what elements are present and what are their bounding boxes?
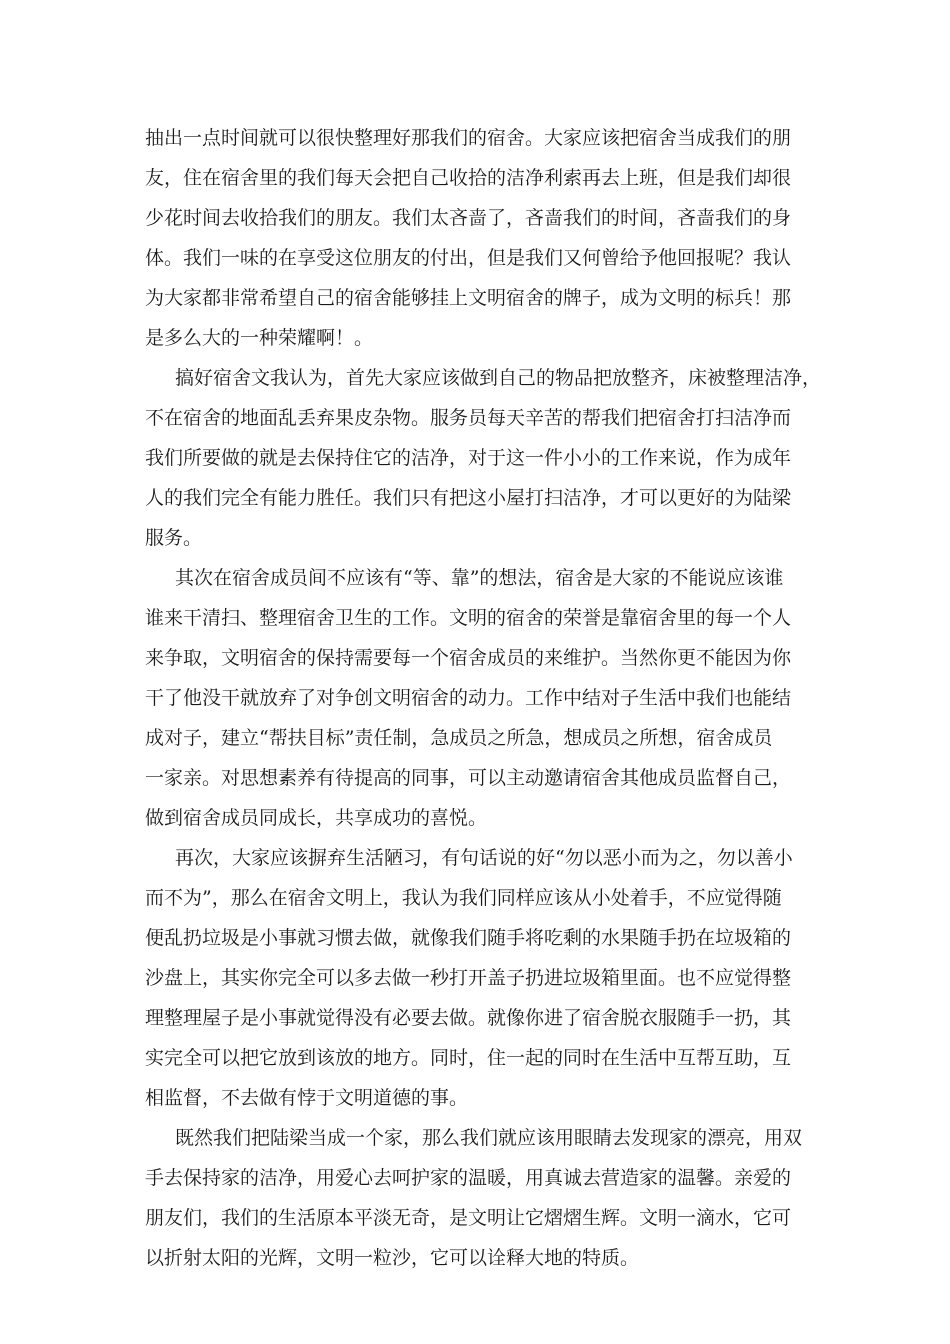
text-line: 抽出一点时间就可以很快整理好那我们的宿舍。大家应该把宿舍当成我们的朋 — [145, 127, 792, 149]
paragraph-first-line: 再次，大家应该摒弃生活陋习，有句话说的好“勿以恶小而为之，勿以善小 — [175, 847, 793, 869]
text-line: 来争取，文明宿舍的保持需要每一个宿舍成员的来维护。当然你更不能因为你 — [145, 647, 792, 669]
text-line: 谁来干清扫、整理宿舍卫生的工作。文明的宿舍的荣誉是靠宿舍里的每一个人 — [145, 607, 792, 629]
text-line: 而不为”，那么在宿舍文明上，我认为我们同样应该从小处着手，不应觉得随 — [145, 887, 782, 909]
text-line: 以折射太阳的光辉，文明一粒沙，它可以诠释大地的特质。 — [145, 1247, 640, 1269]
text-line: 实完全可以把它放到该放的地方。同时，住一起的同时在生活中互帮互助，互 — [145, 1047, 792, 1069]
paragraph-first-line: 其次在宿舍成员间不应该有“等、靠”的想法，宿舍是大家的不能说应该谁 — [175, 567, 784, 589]
text-line: 体。我们一味的在享受这位朋友的付出，但是我们又何曾给予他回报呢？我认 — [145, 247, 792, 269]
text-line: 是多么大的一种荣耀啊！。 — [145, 327, 374, 349]
text-line: 一家亲。对思想素养有待提高的同事，可以主动邀请宿舍其他成员监督自己， — [145, 767, 792, 789]
document-body — [145, 118, 825, 1278]
paragraph-first-line: 搞好宿舍文我认为，首先大家应该做到自己的物品把放整齐，床被整理洁净， — [175, 367, 822, 389]
text-line: 朋友们，我们的生活原本平淡无奇，是文明让它熠熠生辉。文明一滴水，它可 — [145, 1207, 792, 1229]
text-line: 友，住在宿舍里的我们每天会把自己收拾的洁净利索再去上班，但是我们却很 — [145, 167, 792, 189]
text-line: 便乱扔垃圾是小事就习惯去做，就像我们随手将吃剩的水果随手扔在垃圾箱的 — [145, 927, 792, 949]
text-line: 成对子，建立“帮扶目标”责任制，急成员之所急，想成员之所想，宿舍成员 — [145, 727, 773, 749]
text-line: 理整理屋子是小事就觉得没有必要去做。就像你进了宿舍脱衣服随手一扔，其 — [145, 1007, 792, 1029]
text-line: 干了他没干就放弃了对争创文明宿舍的动力。工作中结对子生活中我们也能结 — [145, 687, 792, 709]
text-line: 手去保持家的洁净，用爱心去呵护家的温暖，用真诚去营造家的温馨。亲爱的 — [145, 1167, 792, 1189]
text-line: 我们所要做的就是去保持住它的洁净，对于这一件小小的工作来说，作为成年 — [145, 447, 792, 469]
text-line: 服务。 — [145, 527, 203, 549]
text-line: 少花时间去收拾我们的朋友。我们太吝啬了，吝啬我们的时间，吝啬我们的身 — [145, 207, 792, 229]
text-line: 为大家都非常希望自己的宿舍能够挂上文明宿舍的牌子，成为文明的标兵！那 — [145, 287, 792, 309]
text-line: 相监督，不去做有悖于文明道德的事。 — [145, 1087, 469, 1109]
paragraph-first-line: 既然我们把陆梁当成一个家，那么我们就应该用眼睛去发现家的漂亮，用双 — [175, 1127, 803, 1149]
text-line: 不在宿舍的地面乱丢弃果皮杂物。服务员每天辛苦的帮我们把宿舍打扫洁净而 — [145, 407, 792, 429]
text-line: 沙盘上，其实你完全可以多去做一秒打开盖子扔进垃圾箱里面。也不应觉得整 — [145, 967, 792, 989]
text-line: 人的我们完全有能力胜任。我们只有把这小屋打扫洁净，才可以更好的为陆梁 — [145, 487, 792, 509]
text-line: 做到宿舍成员同成长，共享成功的喜悦。 — [145, 807, 488, 829]
